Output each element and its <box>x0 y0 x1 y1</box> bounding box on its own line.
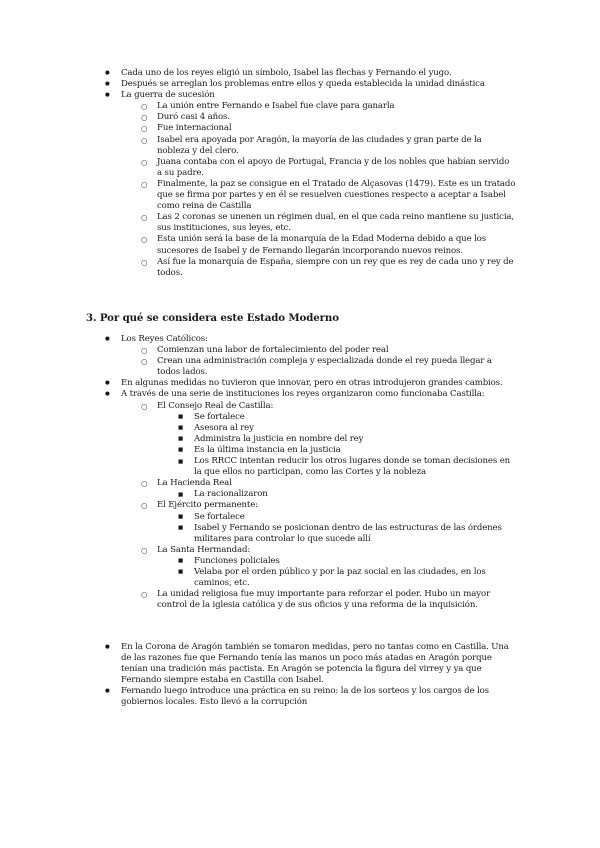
list-item: ■ La racionalizaron <box>0 489 600 500</box>
list-item: ● La guerra de sucesión <box>0 90 600 101</box>
list-item: ● A través de una serie de instituciones los reyes organizaron como funcionaba Castilla: <box>0 389 600 400</box>
list-item: ○ La unidad religiosa fue muy importante para reforzar el poder. Hubo un mayor control de la iglesia católica y de sus oficios y una reforma de la inquisición. <box>0 589 600 611</box>
list-item: ■ Funciones policiales <box>0 556 600 567</box>
list-item: ● Cada uno de los reyes eligió un símbolo, Isabel las flechas y Fernando el yugo. <box>0 68 600 79</box>
list-item: ○ La Santa Hermandad: <box>0 545 600 556</box>
list-item: ■ Administra la justicia en nombre del rey <box>0 434 600 445</box>
list-item: ○ Comienzan una labor de fortalecimiento del poder real <box>0 345 600 356</box>
list-item: ■ Asesora al rey <box>0 423 600 434</box>
list-item: ○ Finalmente, la paz se consigue en el Tratado de Alçasovas (1479). Este es un tratado que se firma por partes y en él se resuelven cuestiones respecto a aceptar a Isabel como reina de Castilla <box>0 179 600 212</box>
list-item: ■ Isabel y Fernando se posicionan dentro de las estructuras de las órdenes militares para controlar lo que sucede allí <box>0 523 600 545</box>
section-heading: 3. Por qué se considera este Estado Moderno <box>86 312 339 324</box>
list-item: ○ La unión entre Fernando e Isabel fue clave para ganarla <box>0 101 600 112</box>
list-item: ● Fernando luego introduce una práctica en su reino: la de los sorteos y los cargos de los gobiernos locales. Esto llevó a la corrupción <box>0 686 600 708</box>
list-item: ■ Se fortalece <box>0 412 600 423</box>
list-item: ■ Velaba por el orden público y por la paz social en las ciudades, en los caminos, etc. <box>0 567 600 589</box>
list-item: ○ Duró casi 4 años. <box>0 112 600 123</box>
list-item: ○ Así fue la monarquía de España, siempre con un rey que es rey de cada uno y rey de todos. <box>0 257 600 279</box>
list-item: ■ Se fortalece <box>0 512 600 523</box>
bullet-list-middle <box>0 334 600 611</box>
list-item: ● En algunas medidas no tuvieron que innovar, pero en otras introdujeron grandes cambios. <box>0 378 600 389</box>
list-item: ● Después se arreglan los problemas entre ellos y queda establecida la unidad dinástica <box>0 79 600 90</box>
list-item: ○ Las 2 coronas se unenen un régimen dual, en el que cada reino mantiene su justicia, sus instituciones, sus leyes, etc. <box>0 212 600 234</box>
bullet-list-bottom <box>0 642 600 709</box>
bullet-list-top <box>0 68 600 279</box>
list-item: ○ Crean una administración compleja y especializada donde el rey pueda llegar a todos lados. <box>0 356 600 378</box>
list-item: ○ El Consejo Real de Castilla: <box>0 401 600 412</box>
list-item: ● Los Reyes Católicos: <box>0 334 600 345</box>
list-item: ○ La Hacienda Real <box>0 478 600 489</box>
list-item: ○ Fue internacional <box>0 123 600 134</box>
list-item: ○ Isabel era apoyada por Aragón, la mayoría de las ciudades y gran parte de la nobleza y del clero. <box>0 135 600 157</box>
list-item: ○ Esta unión será la base de la monarquía de la Edad Moderna debido a que los sucesores de Isabel y de Fernando llegarán incorporando nuevos reinos. <box>0 234 600 256</box>
list-item: ○ El Ejército permanente: <box>0 500 600 511</box>
list-item: ○ Juana contaba con el apoyo de Portugal, Francia y de los nobles que habían servido a su padre. <box>0 157 600 179</box>
list-item: ■ Los RRCC intentan reducir los otros lugares donde se toman decisiones en la que ellos no participan, como las Cortes y la nobleza <box>0 456 600 478</box>
list-item: ■ Es la última instancia en la justicia <box>0 445 600 456</box>
list-item: ● En la Corona de Aragón también se tomaron medidas, pero no tantas como en Castilla. Una de las razones fue que Fernando tenía las manos un poco más atadas en Aragón porque tenían una tradición más pactista. En Aragón se potencia la figura del virrey y ya que Fernando siempre estaba en Castilla con Isabel. <box>0 642 600 686</box>
